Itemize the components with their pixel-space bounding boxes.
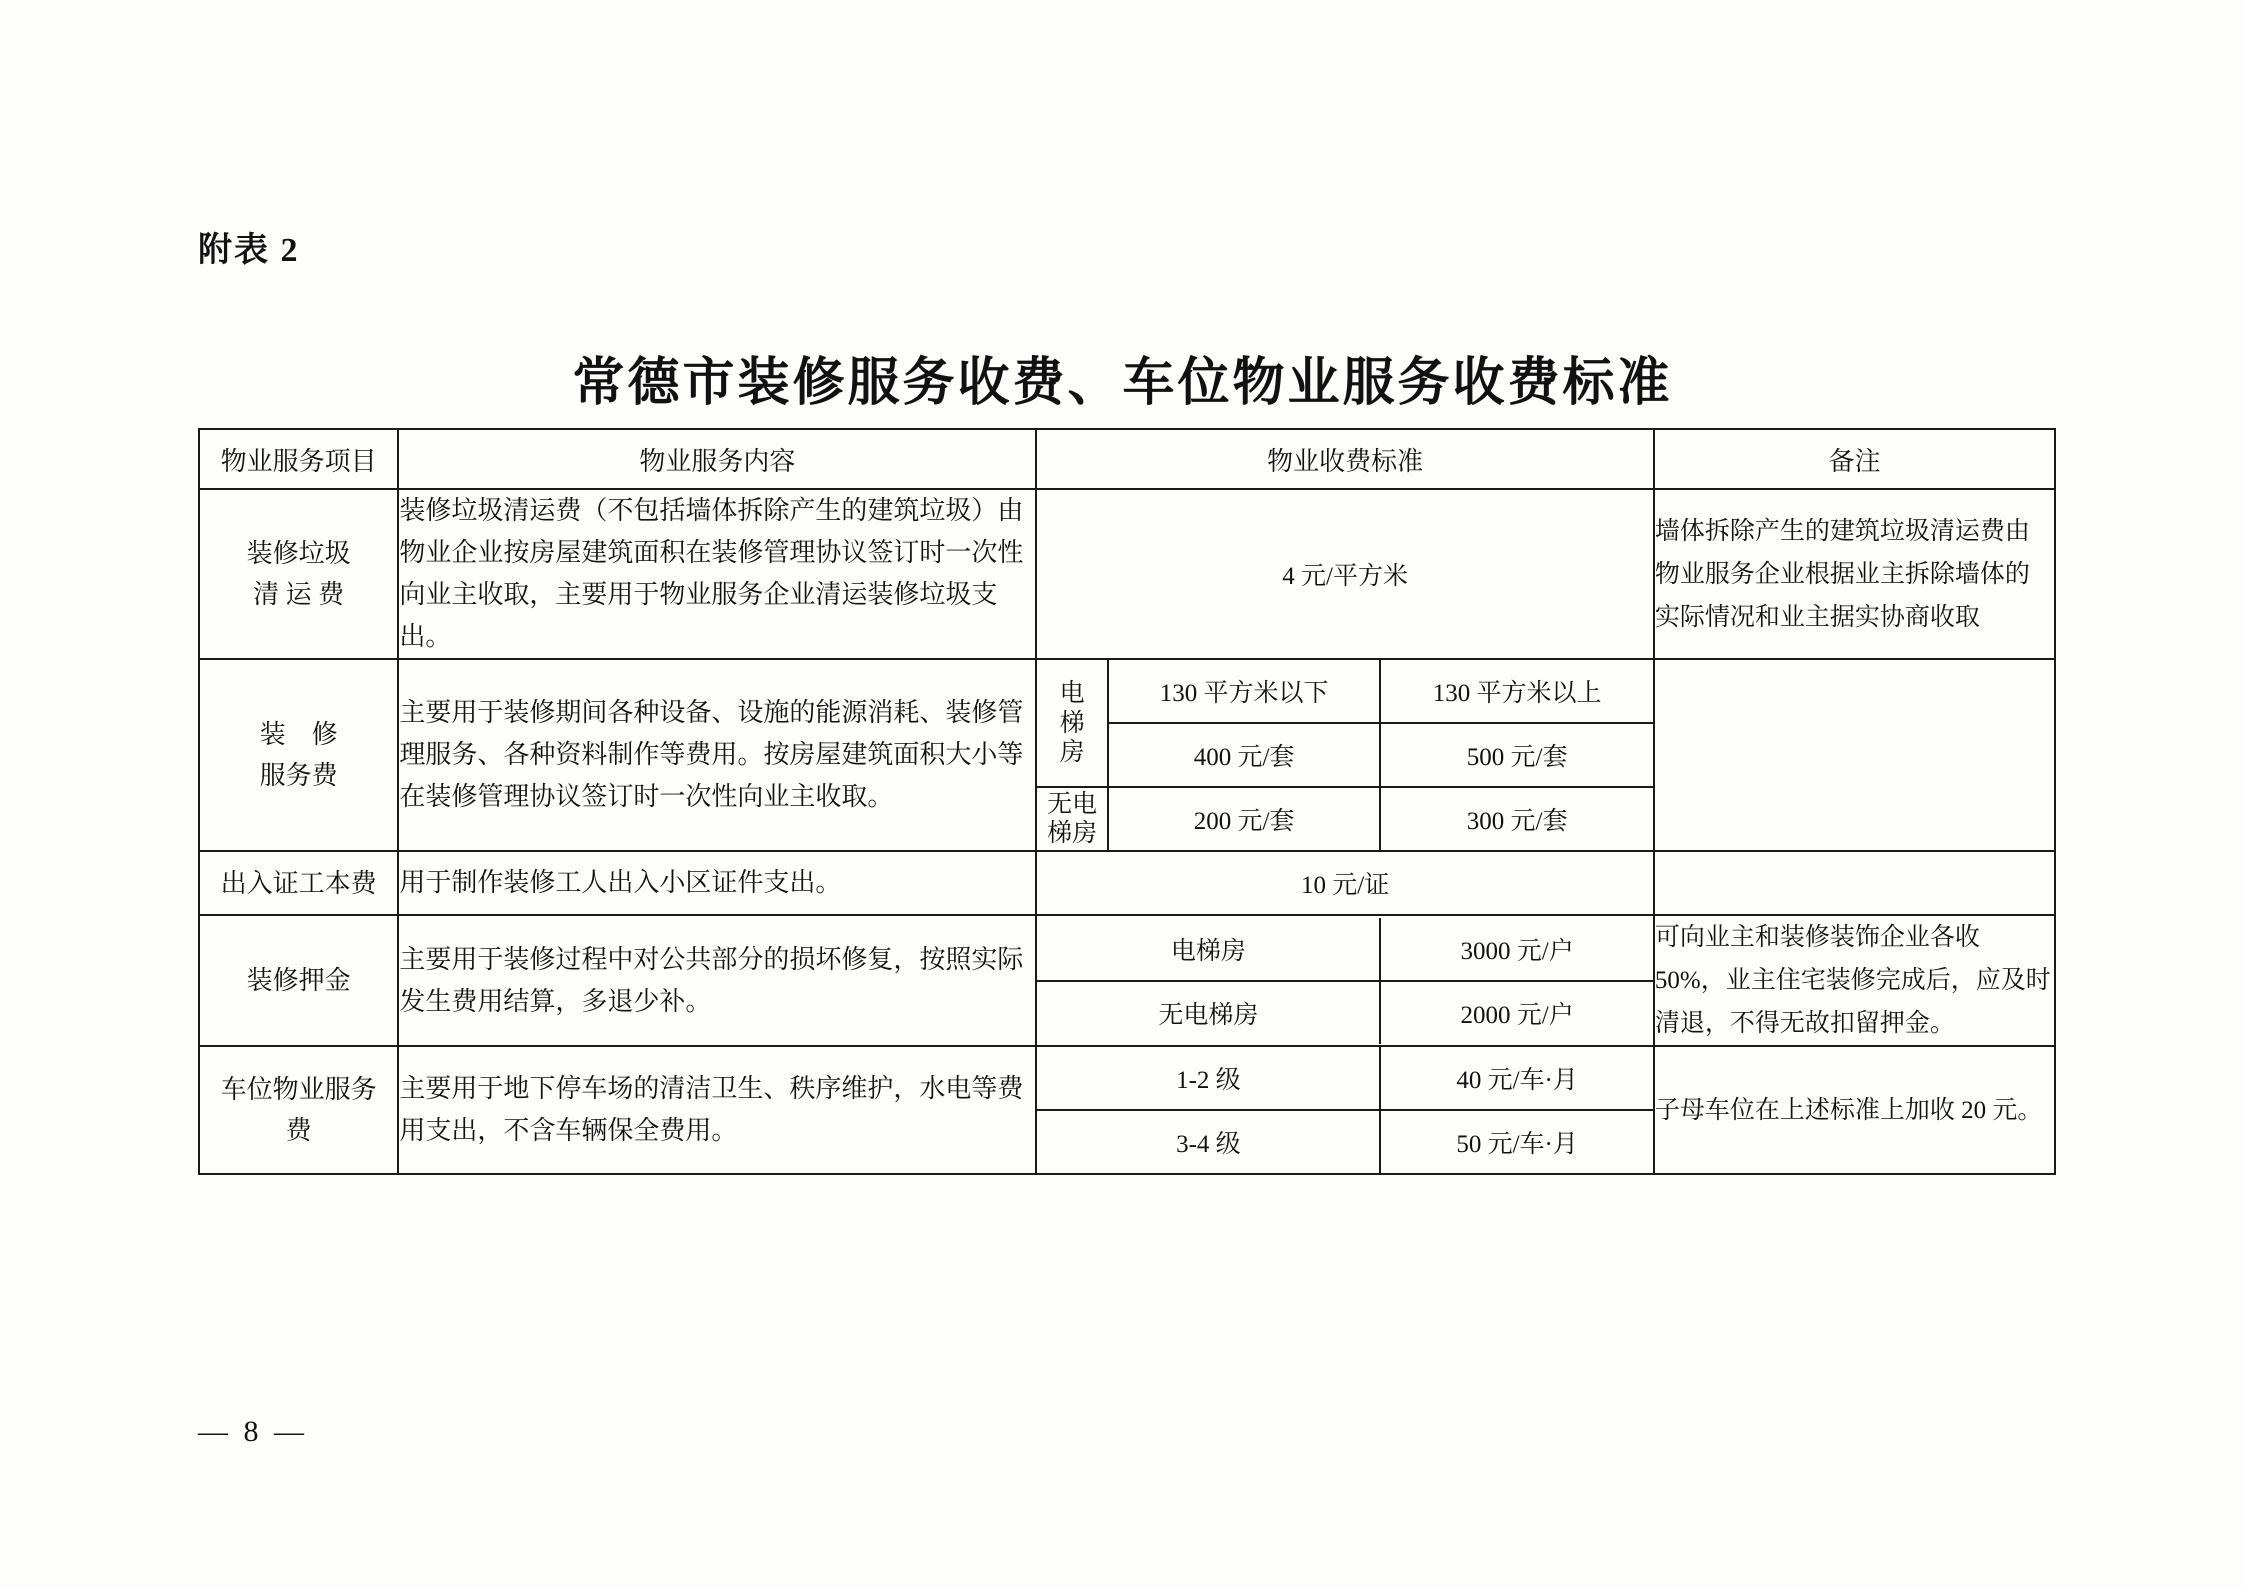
row-remark-parking-service: 子母车位在上述标准上加收 20 元。 [1654, 1046, 2055, 1174]
page-title: 常德市装修服务收费、车位物业服务收费标准 [572, 355, 1673, 412]
row-item-line2: 费 [285, 1116, 312, 1146]
page-number: — 8 — [198, 1415, 308, 1448]
row-item-line1: 装修垃圾 [246, 538, 351, 568]
sub-header-under-130: 130 平方米以下 [1108, 660, 1381, 723]
row-remark-decoration-waste: 墙体拆除产生的建筑垃圾清运费由物业服务企业根据业主拆除墙体的实际情况和业主据实协商收取 [1654, 489, 2055, 659]
no-elevator-group-label: 无电 梯房 [1047, 790, 1098, 848]
attachment-label: 附表 2 [198, 232, 300, 269]
row-item-parking-service [199, 1046, 398, 1174]
header-content: 物业服务内容 [398, 429, 1036, 489]
parking-price-matrix [1036, 1046, 1654, 1174]
fee-standards-table [198, 428, 2056, 1175]
decoration-service-price-matrix [1036, 659, 1654, 851]
row-item-line2: 服务费 [259, 761, 338, 791]
row-content-decoration-waste: 装修垃圾清运费（不包括墙体拆除产生的建筑垃圾）由物业企业按房屋建筑面积在装修管理协议签订时一次性向业主收取，主要用于物业服务企业清运装修垃圾支出。 [398, 489, 1036, 659]
row-standard-pass-card: 10 元/证 [1036, 851, 1654, 915]
sub-header-over-130: 130 平方米以上 [1380, 660, 1653, 723]
row-item-pass-card: 出入证工本费 [199, 851, 398, 915]
table-row [199, 851, 2055, 915]
parking-label-grade-1-2: 1-2 级 [1037, 1047, 1380, 1110]
deposit-label-elevator: 电梯房 [1037, 918, 1380, 981]
row-content-deposit: 主要用于装修过程中对公共部分的损坏修复，按照实际发生费用结算，多退少补。 [398, 915, 1036, 1046]
no-elevator-price-over-130: 300 元/套 [1380, 787, 1653, 850]
row-content-decoration-service: 主要用于装修期间各种设备、设施的能源消耗、装修管理服务、各种资料制作等费用。按房屋建筑面积大小等在装修管理协议签订时一次性向业主收取。 [398, 659, 1036, 851]
header-remark: 备注 [1654, 429, 2055, 489]
parking-value-grade-1-2: 40 元/车·月 [1380, 1047, 1653, 1110]
parking-value-grade-3-4: 50 元/车·月 [1380, 1110, 1653, 1173]
row-remark-deposit: 可向业主和装修装饰企业各收 50%，业主住宅装修完成后，应及时清退，不得无故扣留押金。 [1654, 915, 2055, 1046]
deposit-value-no-elevator: 2000 元/户 [1380, 981, 1653, 1044]
row-item-deposit: 装修押金 [199, 915, 398, 1046]
row-item-decoration-waste [199, 489, 398, 659]
row-standard-decoration-waste: 4 元/平方米 [1036, 489, 1654, 659]
elevator-group-label: 电 梯 房 [1059, 680, 1085, 767]
row-content-parking-service: 主要用于地下停车场的清洁卫生、秩序维护，水电等费用支出，不含车辆保全费用。 [398, 1046, 1036, 1174]
parking-label-grade-3-4: 3-4 级 [1037, 1110, 1380, 1173]
deposit-price-matrix [1036, 915, 1654, 1046]
table-row [199, 489, 2055, 659]
table-row [199, 659, 2055, 851]
row-remark-pass-card [1654, 851, 2055, 915]
table-header-row [199, 429, 2055, 489]
table-row [199, 1046, 2055, 1174]
deposit-value-elevator: 3000 元/户 [1380, 918, 1653, 981]
header-item: 物业服务项目 [199, 429, 398, 489]
header-standard: 物业收费标准 [1036, 429, 1654, 489]
table-row [199, 915, 2055, 1046]
deposit-label-no-elevator: 无电梯房 [1037, 981, 1380, 1044]
elevator-price-under-130: 400 元/套 [1108, 723, 1381, 787]
row-item-decoration-service [199, 659, 398, 851]
row-remark-decoration-service [1654, 659, 2055, 851]
row-item-line2: 清 运 费 [253, 580, 345, 610]
row-item-line1: 装 修 [259, 719, 338, 749]
row-item-line1: 车位物业服务 [220, 1074, 377, 1104]
elevator-price-over-130: 500 元/套 [1380, 723, 1653, 787]
no-elevator-price-under-130: 200 元/套 [1108, 787, 1381, 850]
row-content-pass-card: 用于制作装修工人出入小区证件支出。 [398, 851, 1036, 915]
